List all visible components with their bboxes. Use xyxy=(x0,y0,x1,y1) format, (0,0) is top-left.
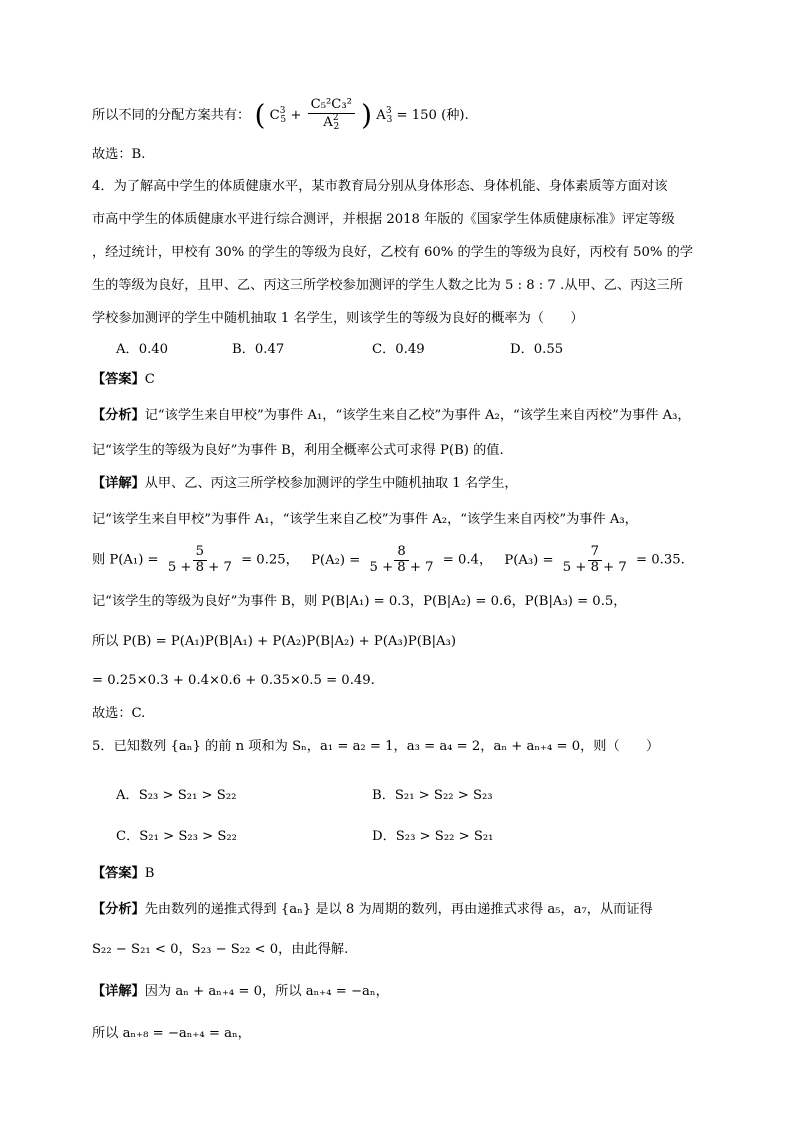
q5-answer xyxy=(92,864,154,884)
plus-sign: + xyxy=(290,108,302,123)
q4-detail-6: = 0.25×0.3 + 0.4×0.6 + 0.35×0.5 = 0.49. xyxy=(92,673,375,688)
q4-stem-line-5: 学校参加测评的学生中随机抽取 1 名学生，则该学生的等级为良好的概率为（ ） xyxy=(92,311,584,326)
scheme-fraction-den: $A^2_2$ xyxy=(323,112,340,132)
analysis-tag: 【分析】 xyxy=(92,408,145,423)
paren-close: ) xyxy=(361,98,373,132)
p3-fraction: $\frac{7}{5 + 8 + 7}$ xyxy=(562,544,627,575)
q4-detail-2: 记“该学生来自甲校”为事件 A₁，“该学生来自乙校”为事件 A₂，“该学生来自丙校”为事件 A₃， xyxy=(92,512,638,527)
q5-stem: 5．已知数列 {aₙ} 的前 n 项和为 Sₙ，a₁ = a₂ = 1，a₃ = a₄ = 2，aₙ + aₙ₊₄ = 0，则（ ） xyxy=(92,739,660,754)
q5-detail-1: 【详解】因为 aₙ + aₙ₊₄ = 0，所以 aₙ₊₄ = −aₙ， xyxy=(92,984,389,999)
q4-answer xyxy=(92,370,155,390)
answer-value: C xyxy=(144,372,155,387)
q4-option-c: C．0.49 xyxy=(372,342,425,357)
q4-prob-line: 则 P(A₁) = $\frac{5}{5 + 8 + 7}$ = 0.25， P(A₂) = $\frac{8}{5 + 8 + 7}$ = 0.4， P(A₃) = $\frac{7}{5 + 8 + 7}$ = 0.35. xyxy=(92,544,685,575)
q5-analysis-1: 【分析】先由数列的递推式得到 {aₙ} 是以 8 为周期的数列，再由递推式求得 a₅，a₇，从而证得 xyxy=(92,902,653,917)
scheme-fraction-num: C₅²C₃² xyxy=(308,98,355,114)
q4-option-a: A．0.40 xyxy=(116,342,169,357)
scheme-text: 所以不同的分配方案共有： xyxy=(92,108,251,123)
q4-detail-1: 【详解】从甲、乙、丙这三所学校参加测评的学生中随机抽取 1 名学生， xyxy=(92,476,518,491)
detail-tag: 【详解】 xyxy=(92,984,145,999)
scheme-fraction xyxy=(308,98,355,132)
q5-detail-2: 所以 aₙ₊₈ = −aₙ₊₄ = aₙ， xyxy=(92,1026,251,1041)
q4-stem-line-1: 4．为了解高中学生的体质健康水平，某市教育局分别从身体形态、身体机能、身体素质等方面对该 xyxy=(92,179,668,194)
scheme-result: = 150 (种). xyxy=(396,108,469,123)
paren-open: ( xyxy=(254,98,266,132)
p2-fraction: $\frac{8}{5 + 8 + 7}$ xyxy=(369,544,434,575)
answer-tag: 【答案】 xyxy=(92,372,145,387)
a-term: $A^3_3$ xyxy=(376,106,393,125)
q5-option-c: C．S₂₁ > S₂₃ > S₂₂ xyxy=(116,829,237,844)
q4-option-b: B．0.47 xyxy=(232,342,285,357)
q4-choice: 故选：C. xyxy=(92,706,146,721)
answer-value: B xyxy=(144,866,155,881)
c-term: $C^3_5$ xyxy=(269,106,287,125)
q3-choice: 故选：B. xyxy=(92,147,146,162)
q4-detail-5: 所以 P(B) = P(A₁)P(B|A₁) + P(A₂)P(B|A₂) + P(A₃)P(B|A₃) xyxy=(92,634,456,649)
q4-option-d: D．0.55 xyxy=(510,342,564,357)
q4-stem-line-4: 生的等级为良好，且甲、乙、丙这三所学校参加测评的学生人数之比为 5 : 8 : 7 .从甲、乙、丙这三所 xyxy=(92,278,683,293)
q4-stem-line-3: ，经过统计，甲校有 30% 的学生的等级为良好，乙校有 60% 的学生的等级为良好，丙校有 50% 的学 xyxy=(92,245,694,260)
p1-fraction: $\frac{5}{5 + 8 + 7}$ xyxy=(167,544,232,575)
scheme-line xyxy=(92,98,469,133)
q5-option-b: B．S₂₁ > S₂₂ > S₂₃ xyxy=(372,788,493,803)
detail-tag: 【详解】 xyxy=(92,476,145,491)
q4-stem-line-2: 市高中学生的体质健康水平进行综合测评，并根据 2018 年版的《国家学生体质健康标准》评定等级 xyxy=(92,212,675,227)
q5-analysis-2: S₂₂ − S₂₁ < 0，S₂₃ − S₂₂ < 0，由此得解. xyxy=(92,942,349,957)
analysis-tag: 【分析】 xyxy=(92,902,145,917)
q4-analysis-1: 【分析】记“该学生来自甲校”为事件 A₁，“该学生来自乙校”为事件 A₂，“该学生来自丙校”为事件 A₃， xyxy=(92,408,691,423)
q5-option-a: A．S₂₃ > S₂₁ > S₂₂ xyxy=(116,788,237,803)
answer-tag: 【答案】 xyxy=(92,866,145,881)
q4-analysis-2: 记“该学生的等级为良好”为事件 B，利用全概率公式可求得 P(B) 的值. xyxy=(92,443,504,458)
q5-option-d: D．S₂₃ > S₂₂ > S₂₁ xyxy=(372,829,494,844)
q4-detail-4: 记“该学生的等级为良好”为事件 B，则 P(B|A₁) = 0.3，P(B|A₂) = 0.6，P(B|A₃) = 0.5， xyxy=(92,594,627,609)
